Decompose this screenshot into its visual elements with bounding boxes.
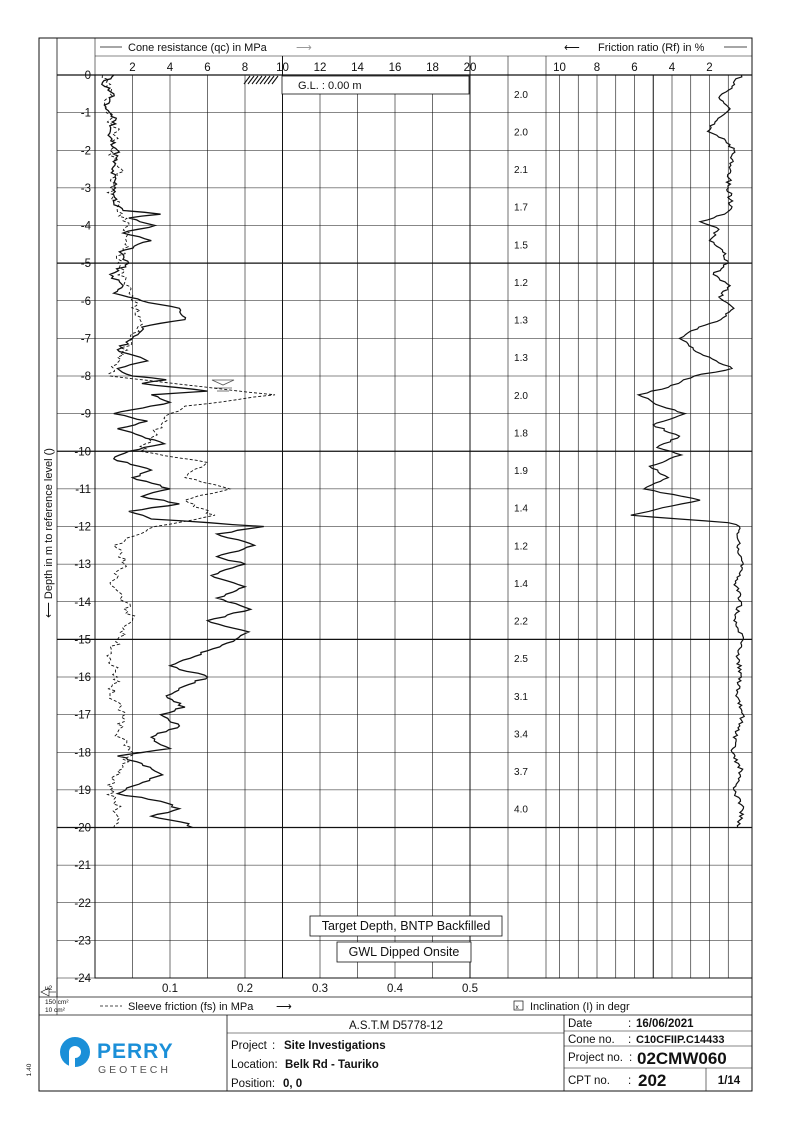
date-value: 16/06/2021 (636, 1018, 694, 1030)
inclination-legend-label: Inclination (I) in degr (530, 1001, 630, 1013)
interval-rf-value: 2.2 (514, 616, 528, 628)
interval-rf-value: 1.7 (514, 202, 528, 214)
depth-tick-label: -18 (74, 747, 91, 760)
rf-tick-label: 10 (553, 62, 566, 74)
rf-tick-label: 2 (706, 62, 713, 74)
depth-tick-label: -20 (74, 822, 91, 835)
water-table-icon (212, 380, 234, 391)
depth-tick-label: -11 (75, 483, 91, 496)
qc-tick-label: 20 (463, 62, 477, 74)
rf-tick-label: 4 (668, 62, 676, 74)
interval-rf-value: 3.7 (514, 767, 528, 779)
position-value: 0, 0 (283, 1078, 303, 1090)
depth-tick-label: -6 (80, 295, 91, 308)
rf-tick-labels (553, 62, 713, 74)
projectno-value: 02CMW060 (637, 1049, 727, 1068)
interval-rf-value: 4.0 (514, 804, 528, 816)
interval-rf-value: 1.2 (514, 541, 528, 553)
interval-rf-value: 1.3 (514, 315, 528, 327)
depth-tick-label: -21 (74, 860, 91, 873)
depth-tick-label: -15 (74, 634, 91, 647)
cptno-value: 202 (638, 1071, 667, 1090)
interval-rf-value: 1.9 (514, 466, 528, 478)
depth-tick-label: -10 (74, 446, 91, 459)
project-label: Project (231, 1040, 267, 1052)
position-label: Position: (231, 1078, 276, 1090)
fs-tick-label: 0.3 (312, 983, 328, 995)
depth-tick-label: -4 (80, 220, 91, 233)
rf-tick-label: 6 (631, 62, 638, 74)
interval-rf-value: 1.3 (514, 353, 528, 365)
interval-rf-value: 3.4 (514, 729, 528, 741)
area-legend-1: 150 cm² (45, 999, 69, 1006)
standard-label: A.S.T.M D5778-12 (349, 1020, 443, 1032)
fs-arrow-icon: ⟶ (276, 1001, 292, 1013)
interval-rf-value: 1.4 (514, 578, 528, 590)
interval-rf-value: 3.1 (514, 691, 528, 703)
qc-tick-label: 8 (241, 62, 249, 74)
date-colon: : (628, 1018, 632, 1030)
interval-rf-value: 1.5 (514, 240, 528, 252)
qc-tick-label: 6 (204, 62, 211, 74)
fs-tick-labels (162, 983, 478, 995)
projectno-label: Project no. (568, 1052, 623, 1064)
gwl-note: GWL Dipped Onsite (348, 945, 460, 959)
depth-tick-label: -14 (74, 596, 91, 609)
depth-tick-label: -8 (80, 371, 91, 383)
depth-tick-label: -17 (74, 709, 91, 722)
ground-level-hatch (244, 76, 278, 84)
qc-tick-label: 16 (388, 62, 402, 74)
depth-arrow-icon: ⟵ (43, 599, 55, 618)
location-value: Belk Rd - Tauriko (285, 1059, 379, 1071)
depth-tick-label: -2 (80, 145, 91, 158)
qc-tick-label: 10 (276, 62, 289, 74)
depth-tick-label: -19 (74, 784, 91, 797)
interval-rf-value: 2.0 (514, 390, 528, 402)
rf-arrow-icon: ⟵ (564, 42, 580, 54)
interval-rf-value: 1.2 (514, 277, 528, 289)
qc-tick-label: 4 (166, 62, 174, 74)
project-value: Site Investigations (284, 1040, 386, 1052)
depth-tick-label: -23 (74, 935, 91, 948)
cone-label: Cone no. (568, 1034, 615, 1046)
inclination-legend-mark: x (515, 1004, 519, 1011)
cptno-label: CPT no. (568, 1075, 610, 1087)
depth-tick-label: -9 (80, 408, 91, 421)
projectno-colon: : (629, 1052, 633, 1064)
interval-rf-value: 2.1 (514, 165, 528, 177)
logo-name: PERRY (97, 1040, 174, 1063)
area-legend-2: 10 cm² (45, 1007, 65, 1014)
target-depth-note: Target Depth, BNTP Backfilled (321, 919, 491, 933)
perry-geotech-logo (60, 1037, 174, 1076)
qc-tick-label: 12 (313, 62, 327, 74)
qc-tick-label: 2 (129, 62, 136, 74)
fs-tick-label: 0.4 (387, 983, 403, 995)
qc-tick-label: 18 (426, 62, 439, 74)
depth-tick-label: -22 (74, 897, 91, 910)
project-colon: : (272, 1040, 276, 1052)
location-label: Location: (231, 1059, 278, 1071)
rf-tick-label: 8 (593, 62, 601, 74)
depth-tick-label: -5 (80, 258, 91, 271)
side-code: 1.40 (26, 1063, 33, 1077)
fs-axis-title: Sleeve friction (fs) in MPa (128, 1001, 254, 1013)
depth-axis-title (43, 448, 55, 618)
interval-rf-value: 2.0 (514, 127, 528, 139)
interval-rf-value: 1.4 (514, 503, 528, 515)
depth-tick-labels (74, 70, 91, 985)
depth-tick-label: -1 (80, 107, 91, 120)
depth-tick-label: -13 (74, 559, 91, 572)
rf-axis-title: Friction ratio (Rf) in % (598, 42, 705, 54)
cone-value: C10CFIIP.C14433 (636, 1034, 725, 1046)
depth-tick-label: -16 (74, 672, 91, 684)
interval-rf-value: 1.8 (514, 428, 528, 440)
depth-tick-label: 0 (84, 70, 91, 82)
interval-rf-value: 2.0 (514, 89, 528, 101)
fs-tick-label: 0.5 (462, 983, 478, 995)
depth-tick-label: -12 (74, 521, 91, 534)
depth-tick-label: -7 (80, 333, 91, 346)
depth-axis-label: Depth in m to reference level () (43, 448, 55, 600)
depth-tick-label: -3 (80, 182, 91, 195)
qc-axis-title: Cone resistance (qc) in MPa (128, 42, 267, 54)
logo-mark-stem (69, 1052, 75, 1068)
ground-level-label: G.L. : 0.00 m (298, 80, 362, 92)
interval-rf-value: 2.5 (514, 654, 528, 666)
interval-rf-values (514, 90, 528, 816)
cone-colon: : (628, 1034, 632, 1046)
fs-tick-label: 0.2 (237, 983, 253, 995)
page-number: 1/14 (717, 1075, 741, 1087)
date-label: Date (568, 1018, 593, 1030)
qc-tick-label: 14 (351, 62, 364, 74)
u2-legend-label: u2 (45, 985, 53, 992)
qc-tick-labels (129, 62, 476, 74)
depth-tick-label: -24 (74, 973, 91, 985)
qc-arrow-icon: ⟶ (296, 42, 312, 54)
fs-tick-label: 0.1 (162, 983, 178, 995)
cptno-colon: : (628, 1075, 632, 1087)
logo-sub: GEOTECH (98, 1064, 171, 1076)
